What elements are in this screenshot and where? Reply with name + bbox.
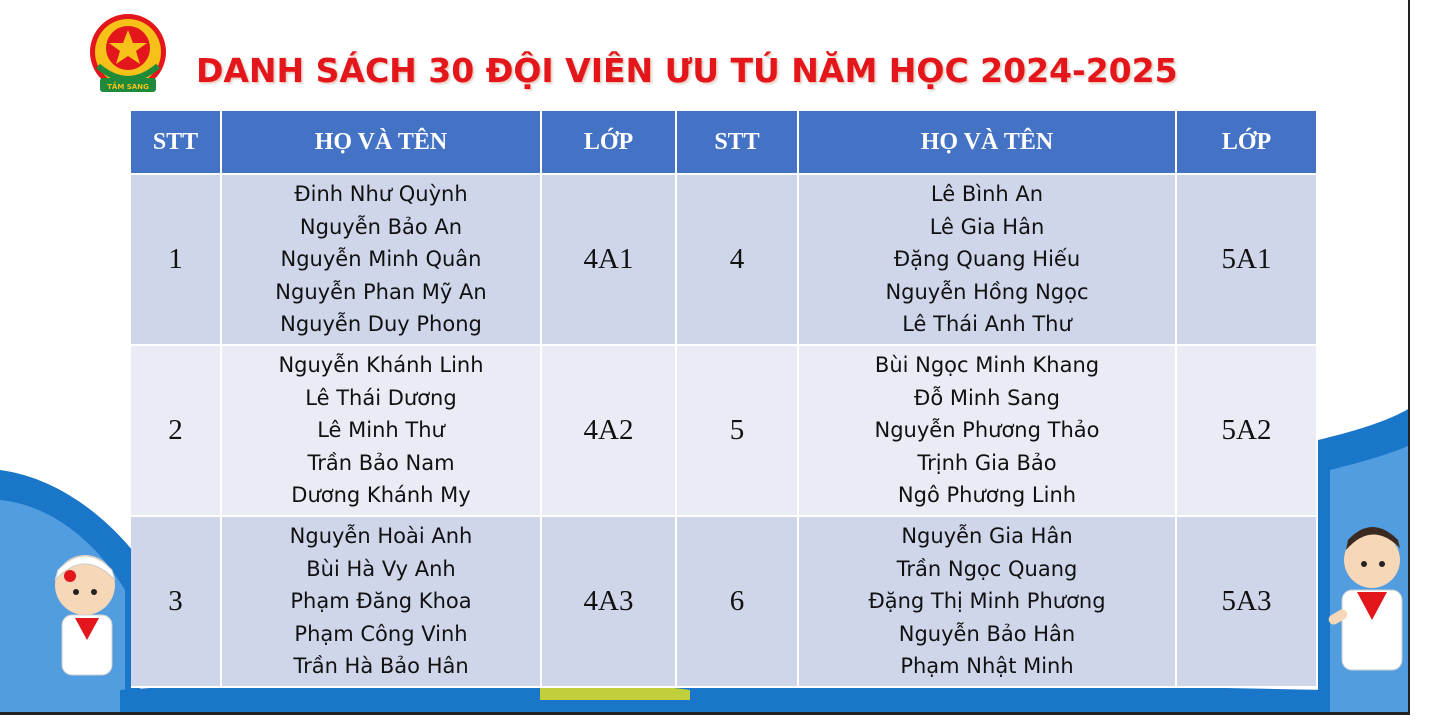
table-header-row bbox=[131, 111, 1317, 174]
student-name: Nguyễn Phương Thảo bbox=[874, 418, 1100, 443]
student-name: Lê Gia Hân bbox=[929, 214, 1045, 239]
stt-cell: 6 bbox=[676, 516, 798, 687]
student-name: Đặng Quang Hiếu bbox=[893, 247, 1081, 272]
names-cell bbox=[221, 345, 541, 516]
logo-text: TẦM SANG bbox=[107, 83, 149, 91]
student-name: Đỗ Minh Sang bbox=[914, 385, 1060, 410]
pioneer-mascot-left-icon bbox=[40, 540, 130, 690]
student-name: Lê Thái Anh Thư bbox=[902, 312, 1072, 337]
class-cell: 5A3 bbox=[1176, 516, 1317, 687]
pioneer-mascot-right-icon bbox=[1322, 520, 1410, 690]
student-name: Nguyễn Khánh Linh bbox=[278, 353, 484, 378]
table-row bbox=[131, 516, 1317, 687]
stt-cell: 2 bbox=[131, 345, 221, 516]
class-cell: 4A3 bbox=[541, 516, 676, 687]
student-name: Phạm Công Vinh bbox=[294, 621, 468, 646]
student-name: Trần Bảo Nam bbox=[307, 450, 455, 475]
student-name: Nguyễn Gia Hân bbox=[901, 524, 1073, 549]
header-stt-left: STT bbox=[131, 111, 221, 174]
table-row bbox=[131, 345, 1317, 516]
student-name: Ngô Phương Linh bbox=[897, 483, 1077, 508]
student-name: Lê Minh Thư bbox=[317, 418, 445, 443]
student-name: Nguyễn Bảo An bbox=[299, 214, 463, 239]
student-name: Bùi Hà Vy Anh bbox=[306, 556, 456, 581]
student-name: Đặng Thị Minh Phương bbox=[868, 589, 1106, 614]
student-name: Nguyễn Hồng Ngọc bbox=[885, 279, 1089, 304]
student-name: Đinh Như Quỳnh bbox=[294, 182, 468, 207]
student-name: Lê Thái Dương bbox=[305, 385, 457, 410]
student-name: Nguyễn Phan Mỹ An bbox=[275, 279, 487, 304]
names-cell bbox=[798, 174, 1176, 345]
honor-list-table bbox=[131, 111, 1318, 688]
table-row bbox=[131, 174, 1317, 345]
youth-union-emblem-icon bbox=[82, 10, 174, 98]
class-cell: 5A1 bbox=[1176, 174, 1317, 345]
class-cell: 4A2 bbox=[541, 345, 676, 516]
student-name: Nguyễn Duy Phong bbox=[280, 312, 482, 337]
stt-cell: 3 bbox=[131, 516, 221, 687]
class-cell: 4A1 bbox=[541, 174, 676, 345]
stt-cell: 5 bbox=[676, 345, 798, 516]
names-cell bbox=[798, 516, 1176, 687]
stt-cell: 4 bbox=[676, 174, 798, 345]
student-name: Trần Ngọc Quang bbox=[896, 556, 1078, 581]
header-class-right: LỚP bbox=[1176, 111, 1317, 174]
header-name-left: HỌ VÀ TÊN bbox=[221, 111, 541, 174]
student-name: Phạm Đăng Khoa bbox=[290, 589, 472, 614]
stt-cell: 1 bbox=[131, 174, 221, 345]
names-cell bbox=[221, 174, 541, 345]
names-cell bbox=[221, 516, 541, 687]
student-name: Phạm Nhật Minh bbox=[900, 654, 1074, 679]
header-stt-right: STT bbox=[676, 111, 798, 174]
student-name: Dương Khánh My bbox=[291, 483, 471, 508]
student-name: Lê Bình An bbox=[930, 182, 1044, 207]
student-name: Bùi Ngọc Minh Khang bbox=[874, 353, 1100, 378]
student-name: Trần Hà Bảo Hân bbox=[293, 654, 469, 679]
header-class-left: LỚP bbox=[541, 111, 676, 174]
class-cell: 5A2 bbox=[1176, 345, 1317, 516]
student-name: Nguyễn Hoài Anh bbox=[289, 524, 473, 549]
names-cell bbox=[798, 345, 1176, 516]
student-name: Trịnh Gia Bảo bbox=[917, 450, 1057, 475]
student-name: Nguyễn Bảo Hân bbox=[898, 621, 1076, 646]
student-name: Nguyễn Minh Quân bbox=[280, 247, 482, 272]
page-title: DANH SÁCH 30 ĐỘI VIÊN ƯU TÚ NĂM HỌC 2024-2025 bbox=[196, 51, 1178, 90]
header-name-right: HỌ VÀ TÊN bbox=[798, 111, 1176, 174]
